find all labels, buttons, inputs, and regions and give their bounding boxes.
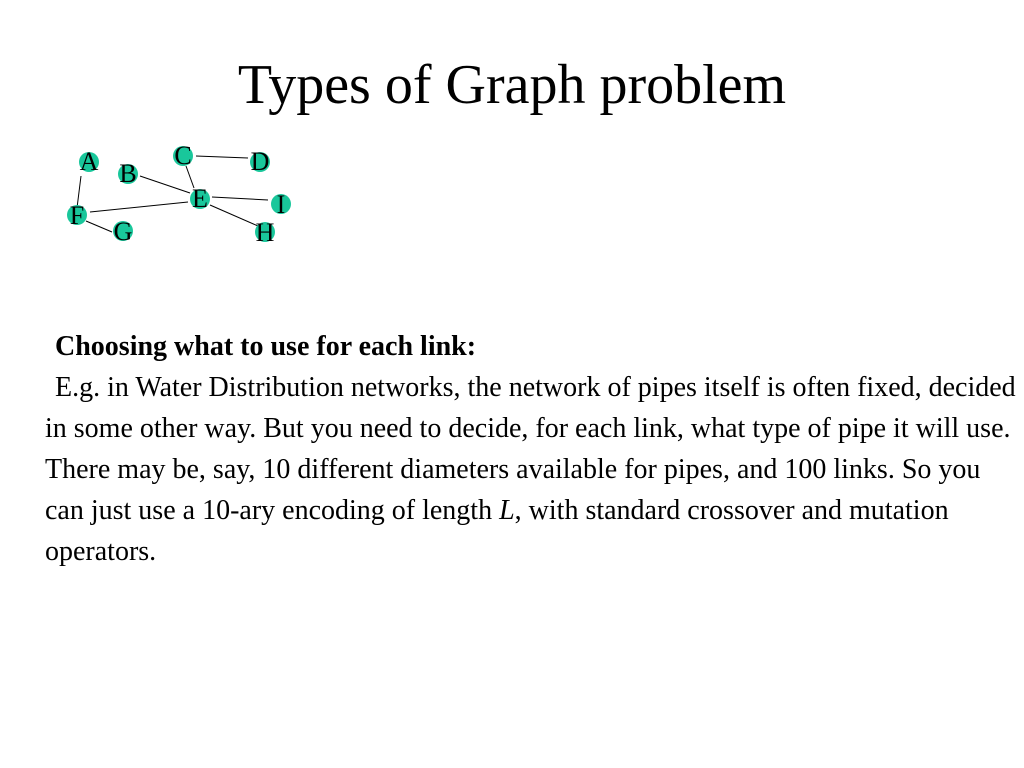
graph-node-a <box>79 147 99 176</box>
graph-node-h <box>255 218 275 247</box>
graph-node-b <box>118 159 138 188</box>
edge-f-g <box>86 221 112 232</box>
section-heading: Choosing what to use for each link: <box>55 331 477 362</box>
paragraph-text-end: , with standard crossover and mutation operators. <box>45 495 949 567</box>
graph-node-label: B <box>119 159 137 188</box>
edge-b-e <box>140 176 190 193</box>
edge-e-h <box>210 205 258 226</box>
length-variable: L <box>499 495 515 526</box>
edge-c-d <box>196 156 248 158</box>
graph-node-label: E <box>192 184 208 213</box>
graph-node-label: G <box>113 217 133 246</box>
edge-f-e <box>90 202 188 212</box>
graph-node-g <box>113 217 133 246</box>
body-paragraph <box>45 367 1020 572</box>
network-graph-diagram <box>0 0 1024 300</box>
graph-node-i <box>271 190 291 219</box>
graph-node-e <box>190 184 210 213</box>
edge-e-i <box>212 197 268 200</box>
graph-node-label: A <box>79 147 99 176</box>
graph-node-label: I <box>276 190 286 219</box>
graph-node-label: C <box>174 141 192 170</box>
slide-title: Types of Graph problem <box>237 54 787 116</box>
graph-node-d <box>250 147 270 176</box>
graph-node-label: H <box>255 218 275 247</box>
graph-node-label: F <box>69 201 85 230</box>
graph-node-label: D <box>250 147 270 176</box>
graph-node-c <box>173 141 193 170</box>
slide-body <box>45 326 1020 572</box>
paragraph-text: E.g. in Water Distribution networks, the network of pipes itself is often fixed, decided in some other way. But you need to decide, for each link, what type of pipe it will use. There may be, say, 10 different diameters available for pipes, and 100 links. So you can just use a 10-ary encoding of length <box>45 372 1016 526</box>
graph-node-f <box>67 201 87 230</box>
